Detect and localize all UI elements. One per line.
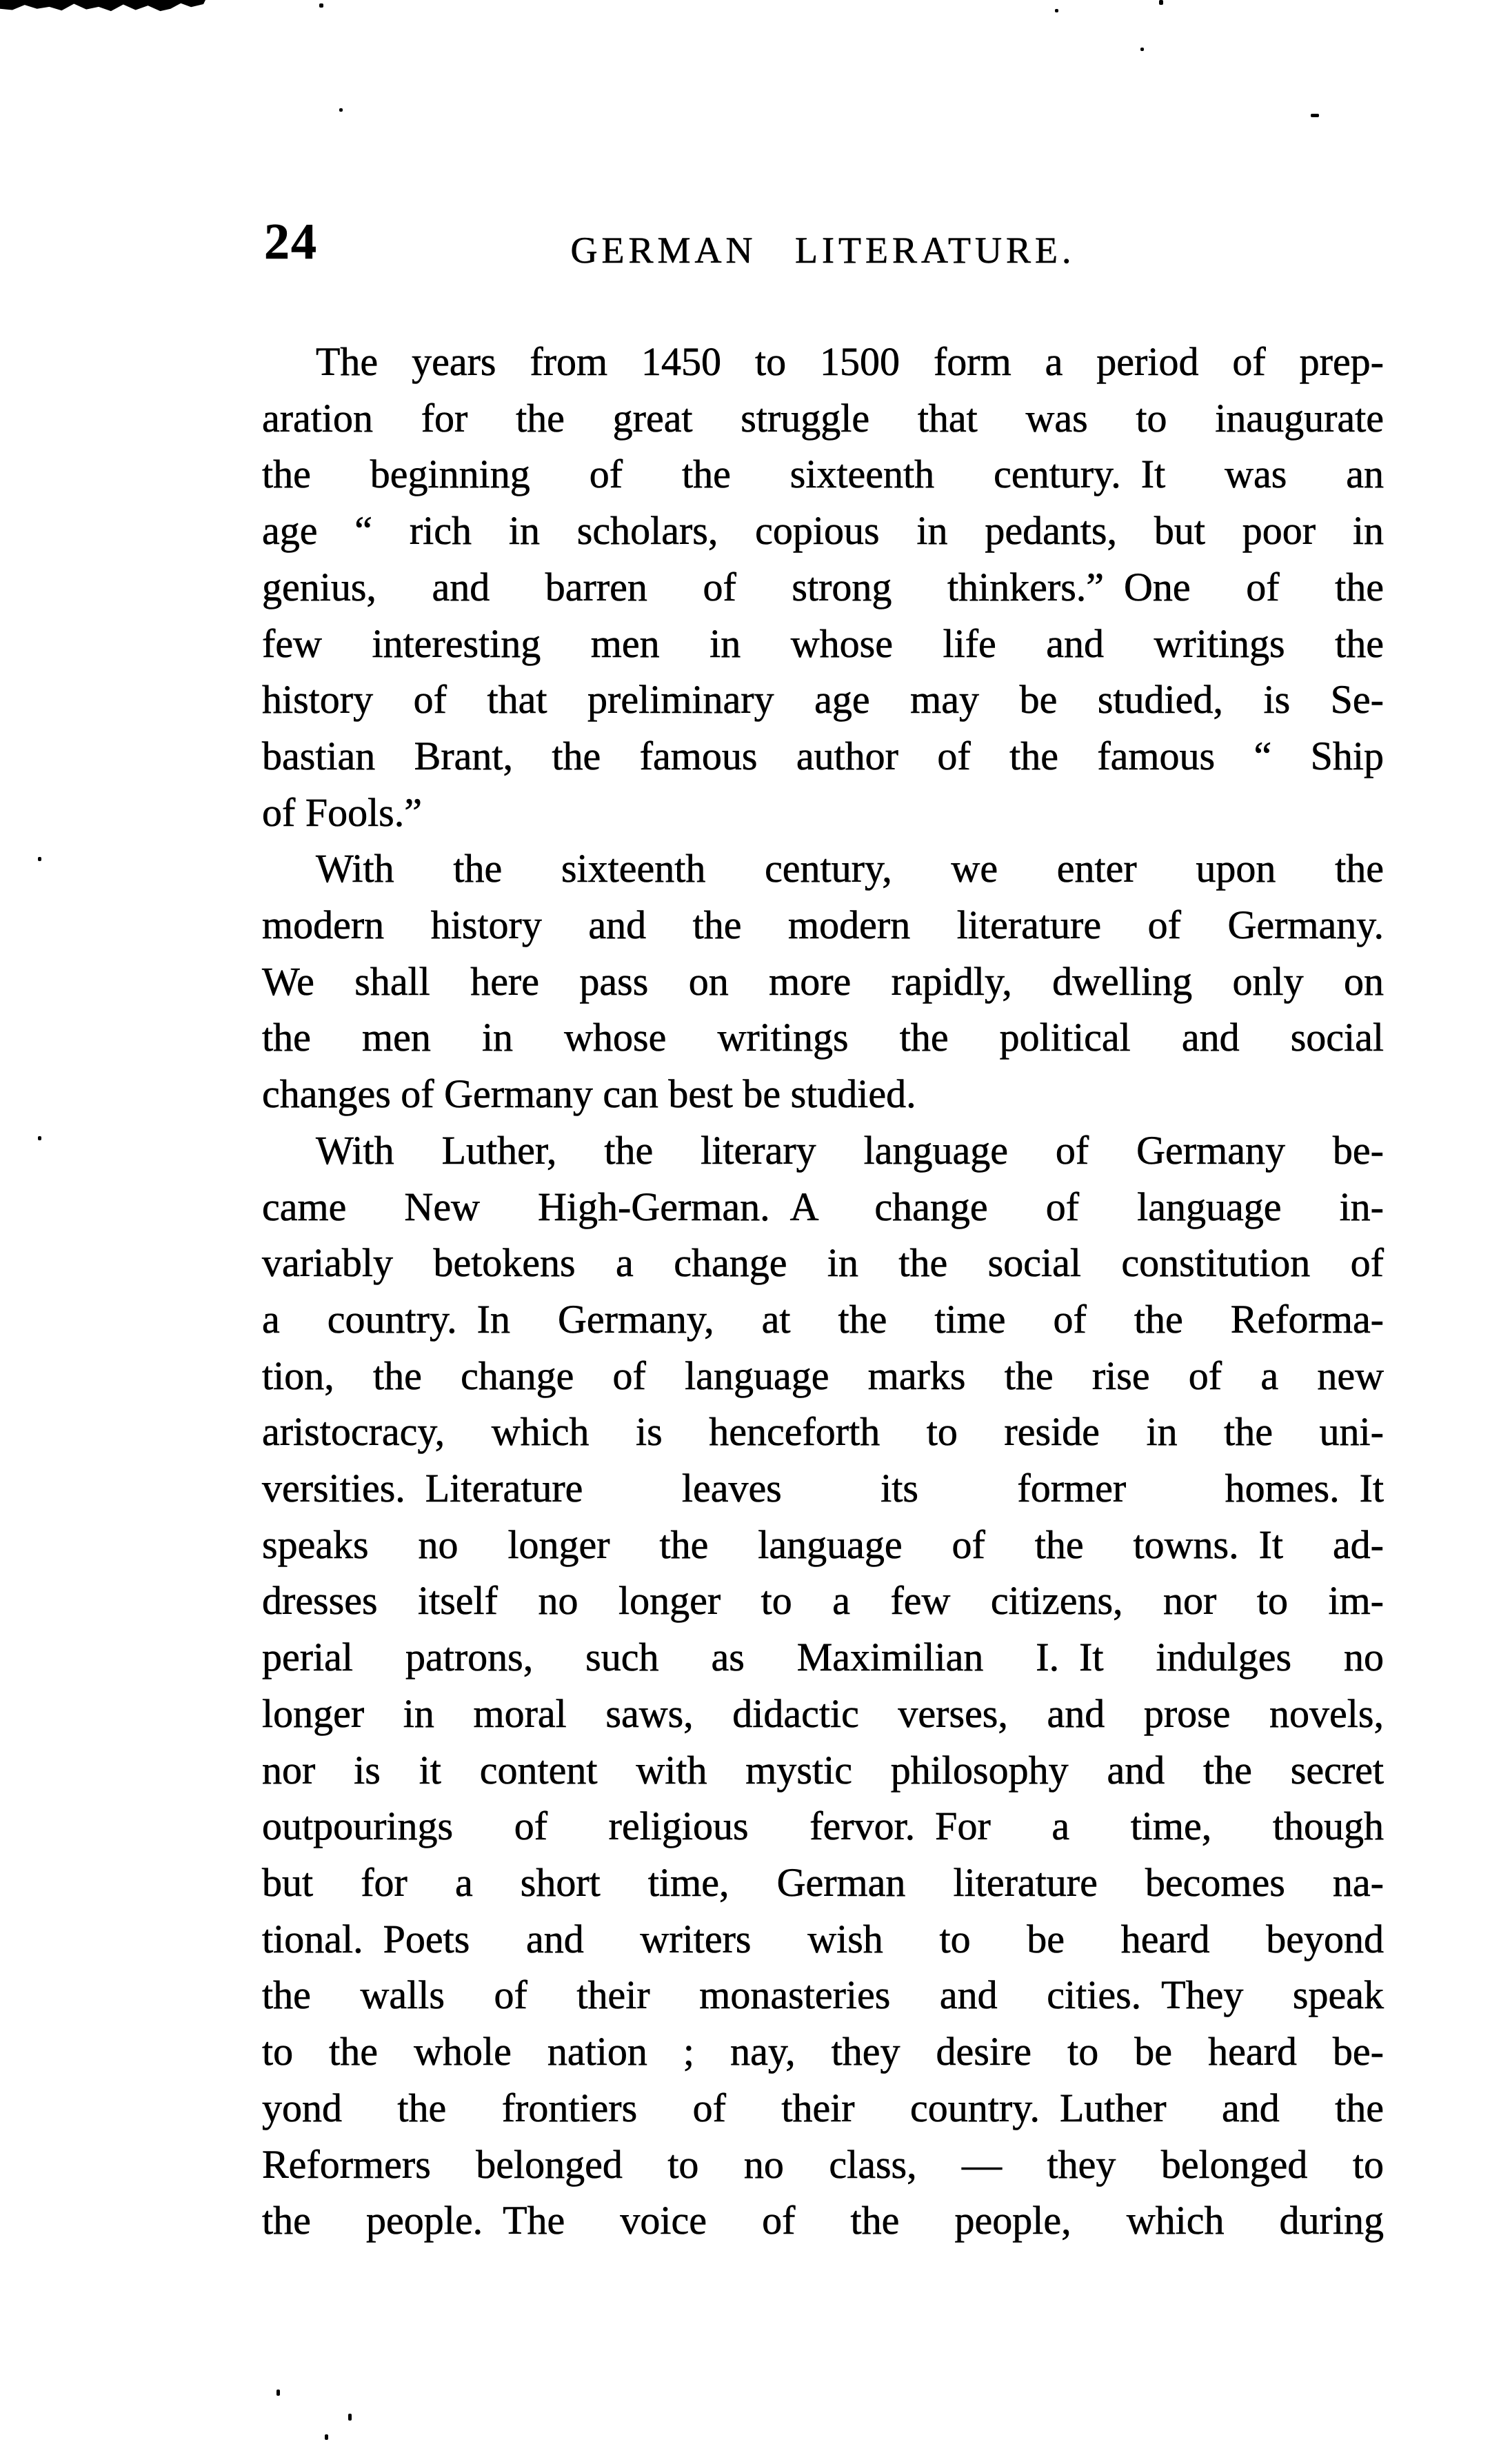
ink-speck bbox=[339, 108, 343, 112]
text-line: modern history and the modern literature of Germany. bbox=[262, 902, 1384, 948]
text-line: speaks no longer the language of the towns. It ad- bbox=[262, 1522, 1384, 1567]
text-line: genius, and barren of strong thinkers.” One of the bbox=[262, 564, 1384, 609]
ink-speck bbox=[38, 857, 41, 861]
text-line: aristocracy, which is henceforth to reside in the uni- bbox=[262, 1409, 1384, 1455]
text-line: history of that preliminary age may be studied, is Se- bbox=[262, 677, 1384, 723]
ink-speck bbox=[1159, 0, 1163, 5]
text-line: aration for the great struggle that was to inaugurate bbox=[262, 395, 1384, 441]
text-line: the people. The voice of the people, which during bbox=[262, 2198, 1384, 2243]
text-line: to the whole nation ; nay, they desire to be heard be- bbox=[262, 2029, 1384, 2074]
text-line: tional. Poets and writers wish to be heard beyond bbox=[262, 1916, 1384, 1961]
text-line: Reformers belonged to no class, — they belonged to bbox=[262, 2141, 1384, 2187]
text-line: a country. In Germany, at the time of the Reforma- bbox=[262, 1296, 1384, 1342]
text-line: variably betokens a change in the social constitution of bbox=[262, 1240, 1384, 1286]
text-line: few interesting men in whose life and writings the bbox=[262, 620, 1384, 666]
text-line: tion, the change of language marks the rise of a new bbox=[262, 1353, 1384, 1398]
ink-speck bbox=[276, 2390, 280, 2396]
text-line: the beginning of the sixteenth century. It was an bbox=[262, 452, 1384, 497]
running-header: GERMAN LITERATURE. bbox=[570, 230, 1076, 271]
text-line: We shall here pass on more rapidly, dwelling only on bbox=[262, 958, 1384, 1004]
ink-speck bbox=[325, 2434, 328, 2440]
scan-smudge bbox=[0, 0, 205, 12]
text-line: longer in moral saws, didactic verses, and prose novels, bbox=[262, 1690, 1384, 1736]
text-line: With Luther, the literary language of Germany be- bbox=[316, 1127, 1384, 1173]
ink-speck bbox=[1140, 48, 1144, 51]
text-line: perial patrons, such as Maximilian I. It indulges no bbox=[262, 1635, 1384, 1680]
body-text bbox=[262, 334, 1384, 2249]
ink-speck bbox=[1055, 9, 1058, 12]
text-line: of Fools.” bbox=[262, 789, 422, 835]
text-line: the men in whose writings the political and social bbox=[262, 1015, 1384, 1060]
text-line: nor is it content with mystic philosophy and the secret bbox=[262, 1747, 1384, 1793]
text-line: yond the frontiers of their country. Luther and the bbox=[262, 2085, 1384, 2130]
text-line: came New High-German. A change of language in- bbox=[262, 1184, 1384, 1229]
ink-speck bbox=[1311, 114, 1319, 117]
text-line: versities. Literature leaves its former homes. It bbox=[262, 1466, 1384, 1511]
ink-speck bbox=[348, 2414, 352, 2421]
text-line: age “ rich in scholars, copious in pedants, but poor in bbox=[262, 508, 1384, 554]
ink-speck bbox=[319, 3, 323, 8]
text-line: changes of Germany can best be studied. bbox=[262, 1071, 916, 1117]
text-line: the walls of their monasteries and cities. They speak bbox=[262, 1972, 1384, 2018]
text-line: outpourings of religious fervor. For a time, though bbox=[262, 1804, 1384, 1849]
text-line: but for a short time, German literature becomes na- bbox=[262, 1859, 1384, 1905]
text-line: With the sixteenth century, we enter upon the bbox=[316, 846, 1384, 891]
text-line: bastian Brant, the famous author of the famous “ Ship bbox=[262, 733, 1384, 778]
ink-speck bbox=[38, 1136, 41, 1140]
text-line: dresses itself no longer to a few citizens, nor to im- bbox=[262, 1578, 1384, 1624]
page-number: 24 bbox=[264, 214, 318, 270]
text-line: The years from 1450 to 1500 form a period of prep- bbox=[316, 339, 1384, 384]
